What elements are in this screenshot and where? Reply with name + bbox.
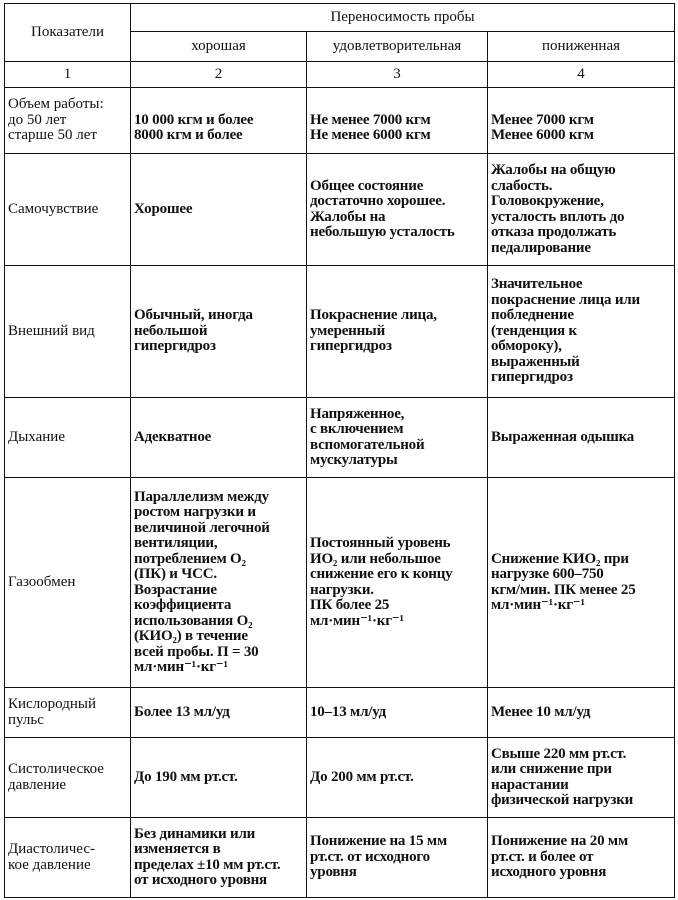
row-label: Систолическое давление [5,738,131,818]
table-row [5,738,675,818]
cell-satisfactory: Не менее 7000 кгм Не менее 6000 кгм [307,88,488,154]
cell-reduced: Значительное покраснение лица или побледнение (тенденция к обмороку), выраженный гипергидроз [488,266,675,398]
cell-good: Обычный, иногда небольшой гипергидроз [131,266,307,398]
cell-satisfactory: Покраснение лица, умеренный гипергидроз [307,266,488,398]
cell-satisfactory: Постоянный уровень ИO₂ или небольшое снижение его к концу нагрузки. ПК более 25 мл·мин⁻¹·кг⁻¹ [307,478,488,688]
cell-reduced: Свыше 220 мм рт.ст. или снижение при нарастании физической нагрузки [488,738,675,818]
row-label: Газообмен [5,478,131,688]
table-row [5,266,675,398]
cell-reduced: Выраженная одышка [488,398,675,478]
column-index-4: 4 [488,62,675,88]
cell-reduced: Понижение на 20 мм рт.ст. и более от исходного уровня [488,818,675,898]
cell-reduced: Менее 10 мл/уд [488,688,675,738]
row-label: Внешний вид [5,266,131,398]
cell-good: Адекватное [131,398,307,478]
table-row [5,398,675,478]
cell-good: Без динамики или изменяется в пределах ±10 мм рт.ст. от исходного уровня [131,818,307,898]
cell-satisfactory: 10–13 мл/уд [307,688,488,738]
cell-good: Более 13 мл/уд [131,688,307,738]
header-reduced: пониженная [488,32,675,62]
cell-good: 10 000 кгм и более 8000 кгм и более [131,88,307,154]
table-row [5,688,675,738]
header-tolerance: Переносимость пробы [131,4,675,32]
header-indicators: Показатели [5,4,131,62]
row-label: Диастоличес- кое давление [5,818,131,898]
cell-good: Параллелизм между ростом нагрузки и величиной легочной вентиляции, потреблением O₂ (ПК) и ЧСС. Возрастание коэффициента использования O₂ (КИO₂) в течение всей пробы. П = 30 мл·мин⁻¹·кг⁻¹ [131,478,307,688]
cell-satisfactory: Общее состояние достаточно хорошее. Жалобы на небольшую усталость [307,154,488,266]
tolerance-table [4,3,675,898]
column-index-1: 1 [5,62,131,88]
row-label: Объем работы: до 50 лет старше 50 лет [5,88,131,154]
table-row [5,154,675,266]
cell-satisfactory: Напряженное, с включением вспомогательной мускулатуры [307,398,488,478]
cell-good: Хорошее [131,154,307,266]
row-label: Самочувствие [5,154,131,266]
header-good: хорошая [131,32,307,62]
cell-reduced: Снижение КИO₂ при нагрузке 600–750 кгм/мин. ПК менее 25 мл·мин⁻¹·кг⁻¹ [488,478,675,688]
row-label: Кислородный пульс [5,688,131,738]
cell-good: До 190 мм рт.ст. [131,738,307,818]
row-label: Дыхание [5,398,131,478]
table-row [5,818,675,898]
column-index-2: 2 [131,62,307,88]
cell-reduced: Менее 7000 кгм Менее 6000 кгм [488,88,675,154]
table-row [5,478,675,688]
cell-satisfactory: До 200 мм рт.ст. [307,738,488,818]
cell-satisfactory: Понижение на 15 мм рт.ст. от исходного уровня [307,818,488,898]
table-row [5,88,675,154]
cell-reduced: Жалобы на общую слабость. Головокружение, усталость вплоть до отказа продолжать педалирование [488,154,675,266]
column-index-3: 3 [307,62,488,88]
header-satisfactory: удовлетворительная [307,32,488,62]
